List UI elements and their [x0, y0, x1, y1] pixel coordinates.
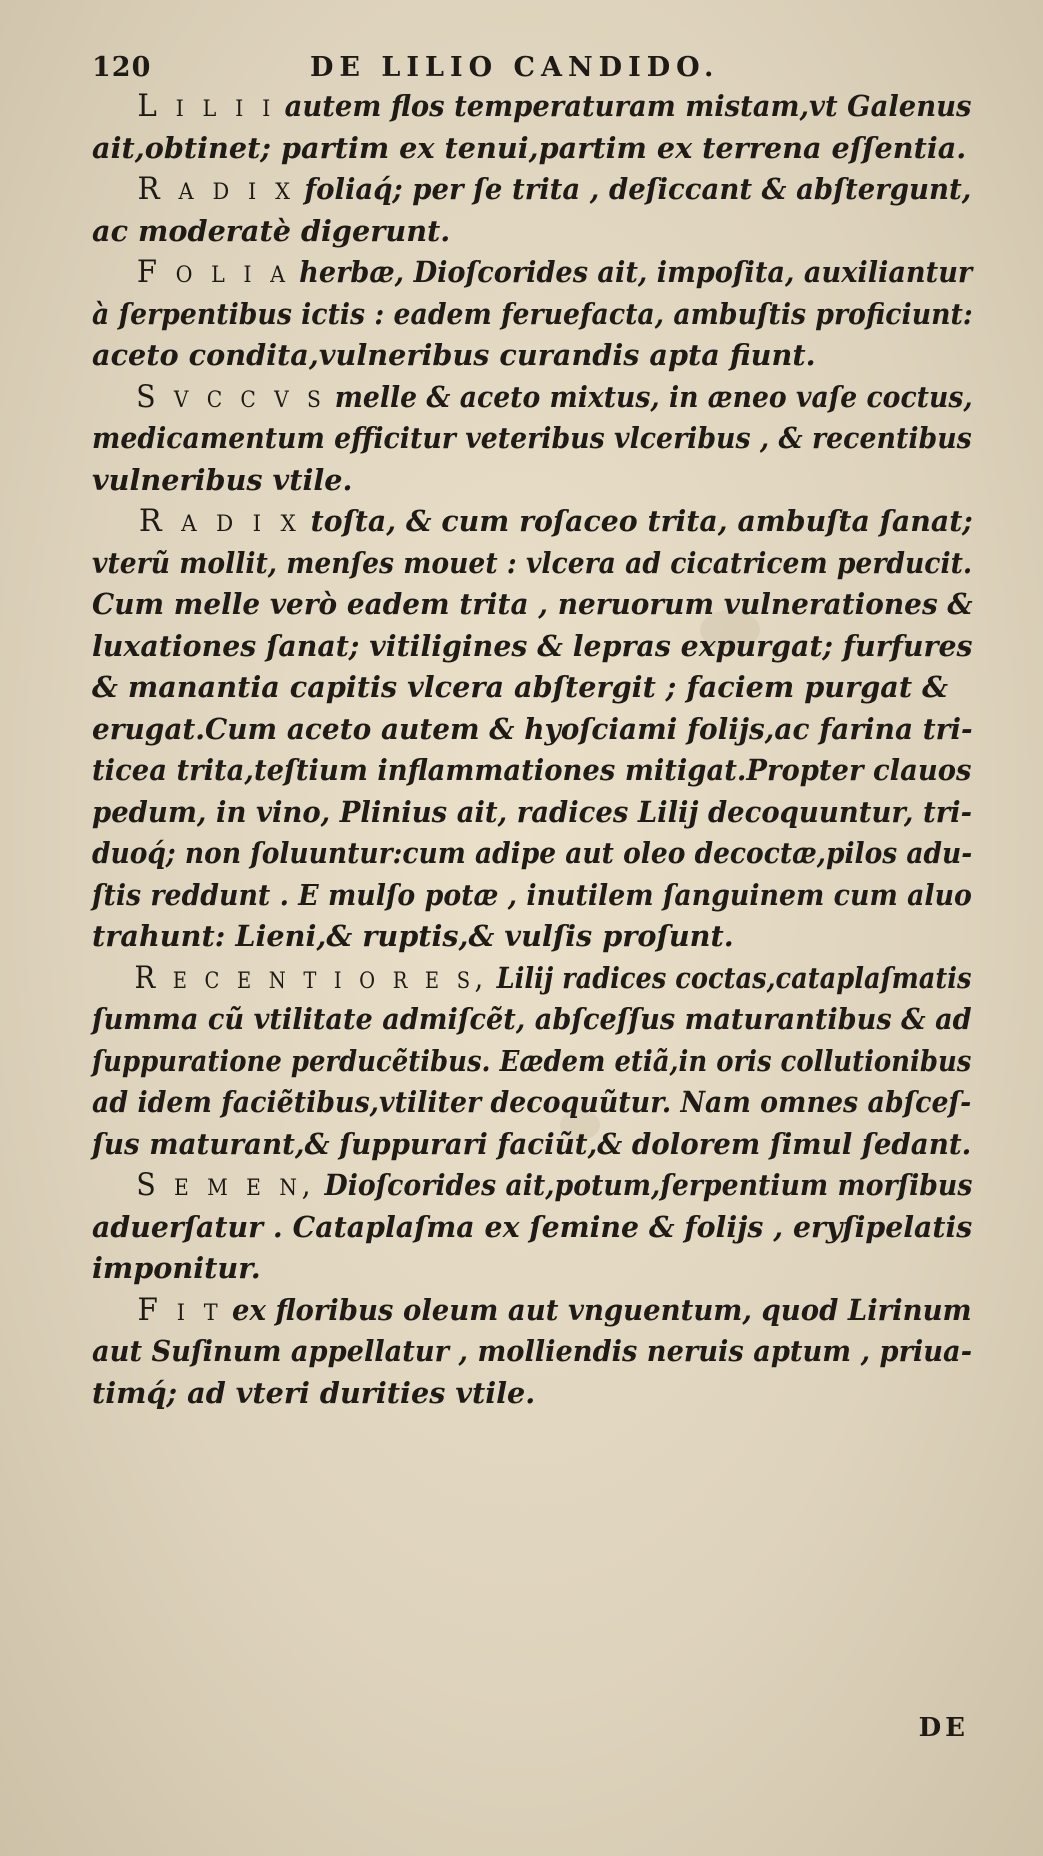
text-line: erugat.Cum aceto autem & hyoſciami folijs,ac farina tri- — [92, 711, 973, 746]
text-line: R a d i x foliaq́; per ſe trita , deſiccant & abſtergunt, — [137, 171, 972, 207]
text-line: R a d i x toſta, & cum roſaceo trita, ambuſta ſanat; — [138, 503, 973, 539]
text-line: S e m e n, Dioſcorides ait,potum,ſerpentium morſibus — [136, 1167, 973, 1203]
text-line: aceto condita,vulneribus curandis apta fiunt. — [92, 338, 816, 372]
text-line: & manantia capitis vlcera abſtergit ; faciem purgat & — [92, 670, 949, 704]
text-line: ſuppuratione perducẽtibus. Eædem etiã,in oris collutionibus — [92, 1043, 972, 1078]
paragraph-semen — [92, 1165, 982, 1290]
text-line: aut Suſinum appellatur , molliendis neruis aptum , priua- — [92, 1334, 973, 1368]
running-title: DE LILIO CANDIDO. — [310, 52, 720, 83]
text-line: trahunt: Lieni,& ruptis,& vulſis proſunt. — [92, 919, 734, 953]
text-line: R e c e n t i o r e s, Lilij radices coctas,cataplaſmatis — [134, 959, 972, 996]
text-line: Cum melle verò eadem trita , neruorum vulnerationes & — [92, 587, 973, 621]
paragraph-succus — [92, 377, 982, 502]
paragraph-lead-word: S e m e n, — [136, 1167, 316, 1203]
text-line: ſtis reddunt . E mulſo potæ , inutilem ſanguinem cum aluo — [92, 877, 972, 912]
text-line: F o l i a herbæ, Dioſcorides ait, impoſita, auxiliantur — [136, 254, 973, 290]
page-number: 120 — [92, 52, 152, 83]
text-line: pedum, in vino, Plinius ait, radices Lilij decoquuntur, tri- — [92, 794, 972, 829]
text-line: ait,obtinet; partim ex tenui,partim ex terrena eſſentia. — [92, 130, 967, 165]
paragraph-radix — [92, 169, 982, 252]
text-line: F i t ex floribus oleum aut vnguentum, quod Lirinum — [137, 1291, 972, 1328]
paragraph-lead-word: S v c c v s — [136, 378, 326, 415]
text-line: ad idem faciẽtibus,vtiliter decoquũtur. Nam omnes abſceſ- — [92, 1085, 972, 1119]
paragraph-fit — [92, 1290, 982, 1415]
text-line: ac moderatè digerunt. — [92, 213, 451, 248]
text-line: à ſerpentibus ictis : eadem feruefacta, ambuſtis proficiunt: — [92, 296, 973, 331]
text-line: aduerſatur . Cataplaſma ex ſemine & folijs , eryſipelatis — [92, 1209, 973, 1244]
text-line: medicamentum efficitur veteribus vlceribus , & recentibus — [92, 421, 972, 455]
catchword: DE — [918, 1713, 969, 1743]
paragraph-lilii — [92, 86, 982, 169]
paragraph-lead-word: R e c e n t i o r e s, — [134, 959, 488, 996]
paragraph-folia — [92, 252, 982, 377]
text-line: duoq́; non ſoluuntur:cum adipe aut oleo decoctæ,pilos adu- — [92, 836, 973, 870]
paragraph-lead-word: R a d i x — [138, 503, 301, 539]
text-line: imponitur. — [92, 1251, 261, 1285]
body-text — [92, 86, 982, 1414]
text-line: ticea trita,teſtium inflammationes mitigat.Propter clauos — [92, 753, 972, 787]
running-head — [92, 50, 972, 90]
text-line: S v c c v s melle & aceto mixtus, in æneo vaſe coctus, — [136, 378, 973, 415]
paragraph-radix-tosta — [92, 501, 982, 958]
paragraph-lead-word: L i l i i — [137, 88, 276, 124]
text-line: L i l i i autem flos temperaturam mistam,vt Galenus — [137, 88, 972, 124]
paragraph-lead-word: F i t — [137, 1291, 223, 1328]
paragraph-recentiores — [92, 958, 982, 1166]
text-line: timq́; ad vteri durities vtile. — [92, 1375, 536, 1410]
text-line: ſumma cũ vtilitate admiſcẽt, abſceſſus maturantibus & ad — [92, 1002, 972, 1036]
text-line: luxationes ſanat; vitiligines & lepras expurgat; furfures — [92, 628, 973, 663]
text-line: ſus maturant,& ſuppurari faciũt,& dolorem ſimul ſedant. — [92, 1126, 972, 1161]
paragraph-lead-word: F o l i a — [136, 254, 290, 290]
text-line: vterũ mollit, menſes mouet : vlcera ad cicatricem perducit. — [92, 545, 973, 580]
paragraph-lead-word: R a d i x — [137, 171, 295, 207]
text-line: vulneribus vtile. — [92, 462, 353, 497]
